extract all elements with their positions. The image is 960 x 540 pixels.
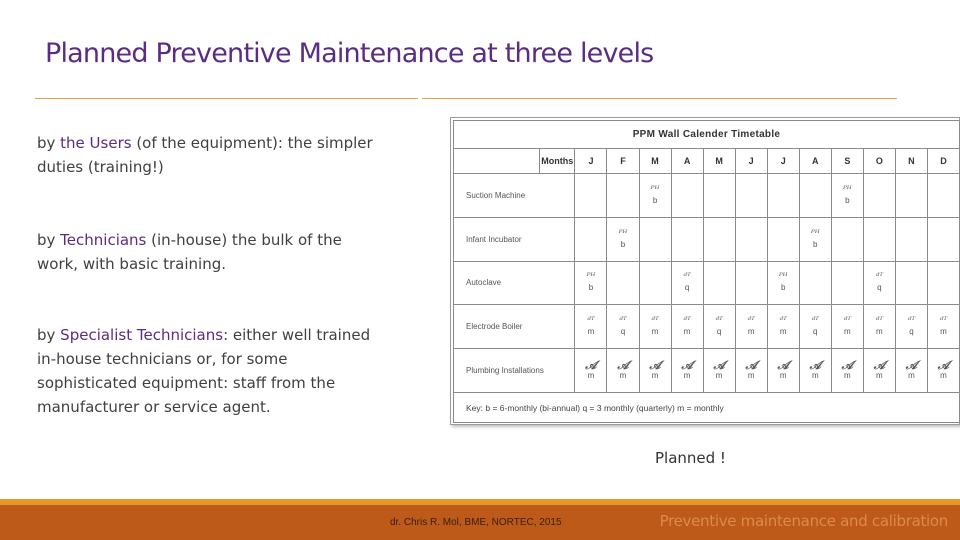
schedule-cell (703, 174, 735, 218)
level-users-desc: (of the equipment): the simpler duties (training!) (37, 134, 373, 176)
frequency-code: m (747, 371, 755, 381)
initials-mark: ᵈᵀ (939, 316, 948, 327)
schedule-cell (575, 305, 607, 349)
level-technicians-who: Technicians (60, 231, 147, 249)
schedule-cell (895, 174, 927, 218)
table-row (454, 349, 960, 393)
schedule-cell (863, 217, 895, 261)
initials-mark: 𝒜 (649, 358, 661, 373)
initials-mark: ᵈᵀ (715, 316, 723, 327)
frequency-code: m (811, 371, 819, 381)
equipment-label: Electrode Boiler (454, 305, 575, 349)
frequency-code: q (813, 327, 818, 337)
initials-mark: ᵈᵀ (683, 272, 691, 283)
month-header-2: M (639, 149, 671, 174)
month-header-4: M (703, 149, 735, 174)
frequency-code: b (620, 239, 626, 249)
frequency-code: m (940, 327, 947, 337)
frequency-code: b (652, 195, 658, 205)
frequency-code: m (683, 371, 691, 381)
frequency-code: q (684, 283, 690, 293)
level-specialists-desc: : either well trained in-house technicians or, for some sophisticated equipment: staff from the manufacturer or service agent. (37, 326, 371, 416)
level-specialists-prefix: by (37, 326, 61, 344)
timetable-title-row (454, 121, 960, 149)
initials-mark: ᴾᴴ (810, 228, 820, 239)
frequency-code: q (716, 327, 722, 337)
frequency-code: m (619, 371, 627, 381)
schedule-cell (863, 305, 895, 349)
frequency-code: m (940, 371, 947, 381)
schedule-cell (735, 217, 767, 261)
slide-title: Planned Preventive Maintenance at three levels (45, 38, 654, 69)
schedule-cell (703, 217, 735, 261)
initials-mark: ᵈᵀ (619, 316, 627, 327)
initials-mark: 𝒜 (713, 358, 725, 373)
initials-mark: ᵈᵀ (843, 316, 852, 327)
schedule-cell (575, 174, 607, 218)
frequency-code: m (843, 327, 851, 337)
initials-mark: ᴾᴴ (650, 184, 660, 195)
initials-mark: ᴾᴴ (586, 272, 596, 283)
equipment-label: Plumbing Installations (454, 349, 575, 393)
schedule-cell (863, 174, 895, 218)
frequency-code: m (779, 327, 787, 337)
footer-credit: dr. Chris R. Mol, BME, NORTEC, 2015 (390, 517, 562, 528)
table-row (454, 261, 960, 305)
level-specialists-text (37, 323, 382, 419)
initials-mark: ᵈᵀ (907, 316, 916, 327)
initials-mark: ᵈᵀ (587, 316, 595, 327)
initials-mark: ᵈᵀ (875, 272, 884, 283)
month-header-1: F (607, 149, 639, 174)
timetable-title: PPM Wall Calender Timetable (454, 121, 960, 149)
schedule-cell (735, 305, 767, 349)
frequency-code: b (781, 283, 786, 293)
initials-mark: ᵈᵀ (779, 316, 787, 327)
frequency-code: m (651, 327, 659, 337)
initials-mark: 𝒜 (777, 358, 789, 373)
level-technicians-text (37, 228, 382, 276)
frequency-code: m (747, 327, 755, 337)
schedule-cell (735, 349, 767, 393)
schedule-cell (799, 349, 831, 393)
month-header-3: A (671, 149, 703, 174)
schedule-cell (767, 349, 799, 393)
schedule-cell (799, 217, 831, 261)
schedule-cell (831, 349, 863, 393)
ppm-timetable-image (450, 117, 960, 425)
schedule-cell (767, 305, 799, 349)
schedule-cell (703, 349, 735, 393)
schedule-cell (895, 261, 927, 305)
frequency-code: m (651, 371, 659, 381)
ppm-timetable (453, 120, 960, 423)
schedule-cell (671, 174, 703, 218)
initials-mark: 𝒜 (681, 358, 693, 373)
schedule-cell (735, 174, 767, 218)
initials-mark: 𝒜 (617, 358, 629, 373)
schedule-cell (639, 174, 671, 218)
schedule-cell (831, 217, 863, 261)
initials-mark: ᵈᵀ (875, 316, 884, 327)
schedule-cell (639, 305, 671, 349)
frequency-code: m (779, 371, 787, 381)
frequency-code: q (909, 327, 914, 337)
timetable-key: Key: b = 6-monthly (bi-annual) q = 3 monthly (quarterly) m = monthly (454, 393, 960, 423)
initials-mark: 𝒜 (937, 358, 950, 373)
level-users-prefix: by (37, 134, 61, 152)
month-header-6: J (767, 149, 799, 174)
schedule-cell (863, 349, 895, 393)
schedule-cell (767, 261, 799, 305)
frequency-code: q (877, 283, 882, 293)
initials-mark: ᵈᵀ (747, 316, 755, 327)
initials-mark: ᴾᴴ (842, 184, 852, 195)
month-header-7: A (799, 149, 831, 174)
schedule-cell (607, 349, 639, 393)
month-header-10: N (895, 149, 927, 174)
initials-mark: 𝒜 (809, 358, 821, 373)
footer-bar (0, 505, 960, 540)
schedule-cell (863, 261, 895, 305)
schedule-cell (767, 174, 799, 218)
initials-mark: 𝒜 (905, 358, 918, 373)
month-header-8: S (831, 149, 863, 174)
planned-note: Planned ! (655, 449, 726, 467)
timetable-header-row (454, 149, 960, 174)
initials-mark: ᵈᵀ (651, 316, 659, 327)
schedule-cell (799, 305, 831, 349)
schedule-cell (895, 305, 927, 349)
schedule-cell (831, 174, 863, 218)
schedule-cell (799, 174, 831, 218)
table-row (454, 305, 960, 349)
schedule-cell (831, 261, 863, 305)
schedule-cell (799, 261, 831, 305)
schedule-cell (895, 349, 927, 393)
title-underline-left (35, 98, 418, 99)
schedule-cell (703, 261, 735, 305)
frequency-code: m (908, 371, 915, 381)
frequency-code: m (587, 327, 595, 337)
equipment-label: Infant Incubator (454, 217, 575, 261)
schedule-cell (639, 217, 671, 261)
level-specialists-who: Specialist Technicians (60, 326, 224, 344)
frequency-code: q (620, 327, 626, 337)
title-underline-right (422, 98, 897, 99)
schedule-cell (575, 261, 607, 305)
month-header-5: J (735, 149, 767, 174)
equipment-label: Autoclave (454, 261, 575, 305)
schedule-cell (927, 261, 959, 305)
frequency-code: m (715, 371, 723, 381)
month-header-11: D (927, 149, 959, 174)
timetable-corner-cell (454, 149, 540, 174)
schedule-cell (575, 217, 607, 261)
schedule-cell (671, 261, 703, 305)
schedule-cell (671, 305, 703, 349)
schedule-cell (767, 217, 799, 261)
initials-mark: 𝒜 (585, 358, 597, 373)
initials-mark: ᴾᴴ (618, 228, 628, 239)
schedule-cell (831, 305, 863, 349)
frequency-code: m (876, 327, 883, 337)
initials-mark: ᵈᵀ (811, 316, 819, 327)
initials-mark: 𝒜 (745, 358, 757, 373)
frequency-code: m (843, 371, 851, 381)
level-users-text (37, 131, 382, 179)
schedule-cell (895, 217, 927, 261)
schedule-cell (927, 349, 959, 393)
schedule-cell (671, 217, 703, 261)
schedule-cell (607, 305, 639, 349)
level-technicians-desc: (in-house) the bulk of the work, with basic training. (37, 231, 342, 273)
frequency-code: m (587, 371, 595, 381)
initials-mark: ᴾᴴ (778, 272, 788, 283)
table-row (454, 174, 960, 218)
schedule-cell (639, 261, 671, 305)
schedule-cell (575, 349, 607, 393)
schedule-cell (735, 261, 767, 305)
month-header-9: O (863, 149, 895, 174)
schedule-cell (703, 305, 735, 349)
level-technicians-prefix: by (37, 231, 61, 249)
schedule-cell (927, 305, 959, 349)
schedule-cell (607, 217, 639, 261)
table-row (454, 217, 960, 261)
schedule-cell (927, 217, 959, 261)
timetable-key-row (454, 393, 960, 423)
schedule-cell (639, 349, 671, 393)
initials-mark: 𝒜 (873, 358, 886, 373)
schedule-cell (927, 174, 959, 218)
schedule-cell (607, 261, 639, 305)
frequency-code: m (683, 327, 691, 337)
schedule-cell (671, 349, 703, 393)
initials-mark: 𝒜 (841, 358, 853, 373)
footer-topic: Preventive maintenance and calibration (659, 512, 948, 530)
initials-mark: ᵈᵀ (683, 316, 691, 327)
timetable-months-label: Months (540, 149, 575, 174)
frequency-code: b (845, 195, 850, 205)
month-header-0: J (575, 149, 607, 174)
level-users-who: the Users (60, 134, 132, 152)
schedule-cell (607, 174, 639, 218)
equipment-label: Suction Machine (454, 174, 575, 218)
frequency-code: m (876, 371, 883, 381)
frequency-code: b (813, 239, 818, 249)
frequency-code: b (588, 283, 594, 293)
